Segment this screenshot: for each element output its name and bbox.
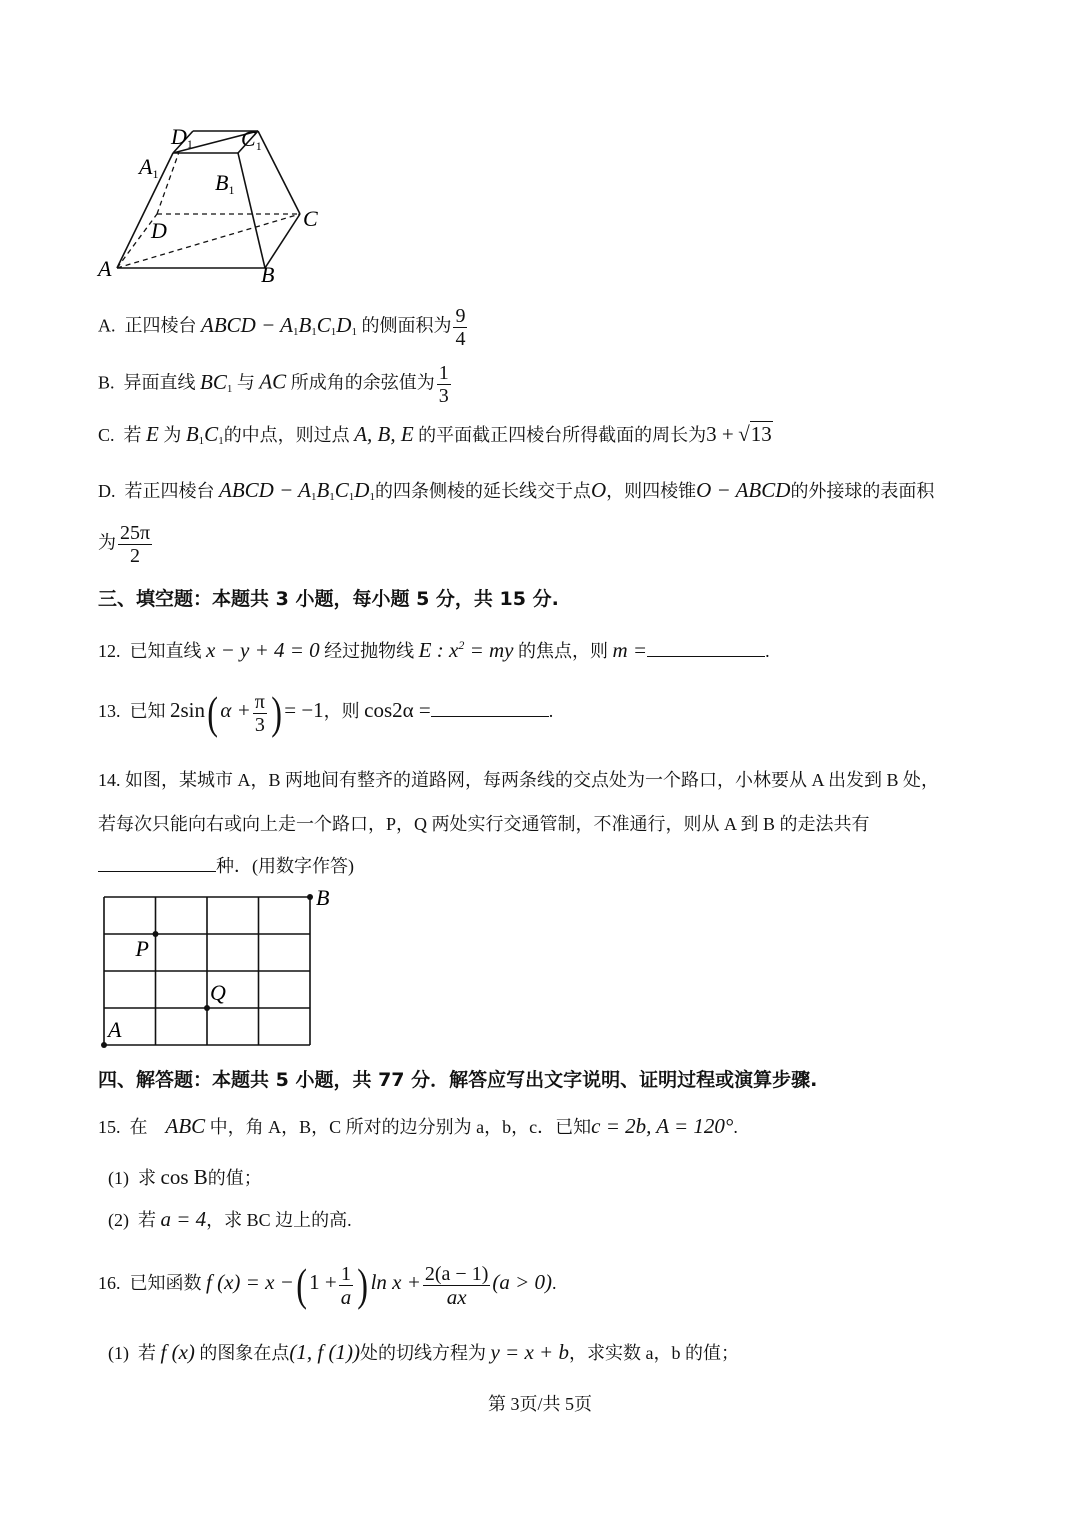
question-14-line-1: 14. 如图，某城市 A，B 两地间有整齐的道路网，每两条线的交点处为一个路口，小林要从 A 出发到 B 处， [98, 770, 940, 790]
fraction-1-3: $\frac{1}{3}$ [438, 362, 449, 407]
question-12: 12. 已知直线 x − y + 4 = 0 经过抛物线 E : $x^2$ = my 的焦点，则 m = . [98, 638, 770, 662]
option-d-cont: 为 $\frac{25\pi}{2}$ [98, 522, 151, 567]
answer-blank-14[interactable] [98, 853, 216, 872]
label-d: D [151, 218, 167, 243]
option-c: C. 若 E 为 $B_1C_1$的中点，则过点 A, B, E 的平面截正四棱台所得截面的周长为3 + √13 [98, 422, 772, 447]
question-15-part-2: (2) 若 a = 4，求 BC 边上的高. [108, 1207, 352, 1231]
road-grid-figure [95, 890, 335, 1052]
label-b: B [261, 262, 275, 287]
label-a1: A1 [139, 154, 159, 181]
fraction-2a-1-over-ax: $\frac{2(a - 1)}{ax}$ [424, 1262, 489, 1309]
question-16-part-1: (1) 若 f (x) 的图象在点(1, f (1))处的切线方程为 y = x + b，求实数 a，b 的值； [108, 1340, 739, 1364]
fraction-9-4: $\frac{9}{4}$ [455, 305, 466, 350]
fraction-1-over-a: $\frac{1}{a}$ [340, 1262, 352, 1309]
page-footer: 第 3页/共 5页 [487, 1394, 592, 1414]
grid-point-b [307, 894, 313, 900]
grid-point-p [153, 931, 159, 937]
edge-b-c [265, 214, 300, 268]
fraction-25pi-2: $\frac{25\pi}{2}$ [120, 522, 151, 567]
option-a: A. 正四棱台 ABCD − $A_1B_1C_1D_1$ 的侧面积为 $\frac{9}{4}$ [98, 305, 466, 350]
section-4-heading: 四、解答题：本题共 5 小题，共 77 分．解答应写出文字说明、证明过程或演算步骤. [98, 1069, 818, 1091]
label-d1: D1 [171, 124, 193, 151]
edge-a-c [117, 214, 300, 268]
frustum-figure [95, 122, 335, 287]
question-15: 15. 在 ABC 中，角 A，B，C 所对的边分别为 a，b，c．已知c = 2b, A = 120°. [98, 1114, 738, 1138]
label-a: A [98, 256, 112, 281]
label-c1: C1 [241, 126, 262, 153]
edge-c-c1 [258, 131, 300, 214]
grid-point-q [204, 1005, 210, 1011]
option-a-prefix: A. [98, 315, 116, 336]
question-15-part-1: (1) 求 cos B的值； [108, 1165, 262, 1189]
question-16: 16. 已知函数 f (x) = x −( 1 + $\frac{1}{a}$ ) ln x + $\frac{2(a - 1)}{ax}$ (a > 0). [98, 1259, 557, 1310]
label-c: C [303, 206, 318, 231]
option-b: B. 异面直线 $BC_1$ 与 AC 所成角的余弦值为 $\frac{1}{3}$ [98, 362, 449, 407]
answer-blank-12[interactable] [647, 638, 765, 657]
sqrt-13: √13 [738, 422, 772, 446]
section-3-heading: 三、填空题：本题共 3 小题，每小题 5 分，共 15 分. [98, 588, 559, 610]
edge-d-d1 [157, 152, 179, 214]
fraction-pi-3: $\frac{\pi}{3}$ [254, 690, 265, 736]
grid-label-q: Q [210, 980, 226, 1005]
question-13: 13. 已知 2sin( α + $\frac{\pi}{3}$ ) = −1，则 cos2α = . [98, 687, 554, 738]
grid-label-b: B [316, 890, 330, 910]
label-b1: B1 [215, 170, 235, 197]
edge-b-b1 [238, 153, 265, 268]
grid-label-a: A [108, 1017, 122, 1042]
question-14-line-3: 种．(用数字作答) [98, 853, 354, 878]
answer-blank-13[interactable] [431, 698, 549, 717]
grid-point-a [101, 1042, 107, 1048]
option-d: D. 若正四棱台 ABCD − $A_1B_1C_1D_1$的四条侧棱的延长线交于点O，则四棱锥O − ABCD的外接球的表面积 [98, 478, 935, 503]
grid-label-p: P [135, 936, 149, 961]
question-14-line-2: 若每次只能向右或向上走一个路口，P，Q 两处实行交通管制，不准通行，则从 A 到 B 的走法共有 [98, 814, 870, 834]
